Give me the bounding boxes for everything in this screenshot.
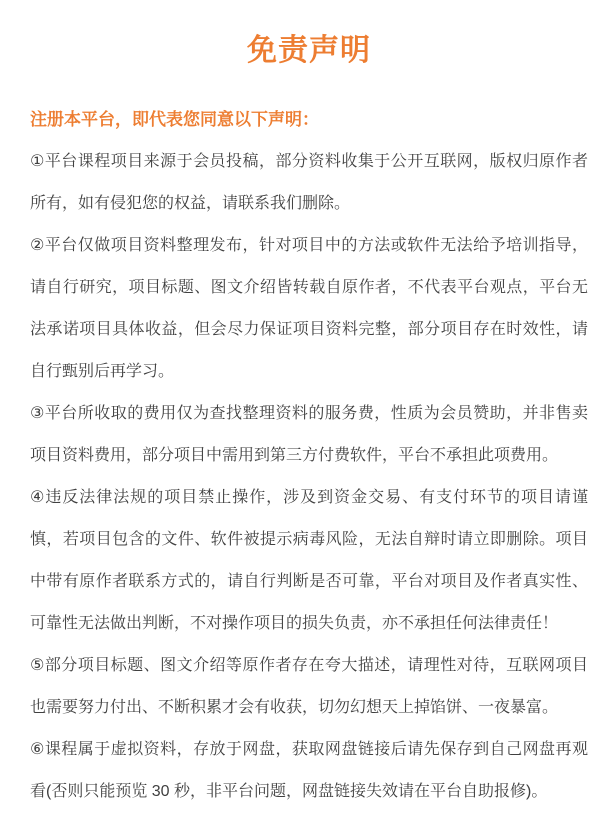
disclaimer-paragraphs: [30, 141, 588, 813]
disclaimer-paragraph-1: ①平台课程项目来源于会员投稿，部分资料收集于公开互联网，版权归原作者所有，如有侵犯您的权益，请联系我们删除。: [30, 153, 588, 212]
intro-statement: 注册本平台，即代表您同意以下声明：: [30, 110, 319, 129]
disclaimer-paragraph-3: ③平台所收取的费用仅为查找整理资料的服务费，性质为会员赞助，并非售卖项目资料费用，部分项目中需用到第三方付费软件，平台不承担此项费用。: [30, 405, 588, 464]
disclaimer-paragraph-4: ④违反法律法规的项目禁止操作，涉及到资金交易、有支付环节的项目请谨慎，若项目包含的文件、软件被提示病毒风险，无法自辩时请立即删除。项目中带有原作者联系方式的，请自行判断是否可靠，平台对项目及作者真实性、可靠性无法做出判断，不对操作项目的损失负责，亦不承担任何法律责任！: [30, 489, 588, 632]
disclaimer-paragraph-5: ⑤部分项目标题、图文介绍等原作者存在夸大描述，请理性对待，互联网项目也需要努力付出、不断积累才会有收获，切勿幻想天上掉馅饼、一夜暴富。: [30, 657, 588, 716]
disclaimer-paragraph-6: ⑥课程属于虚拟资料，存放于网盘，获取网盘链接后请先保存到自己网盘再观看(否则只能预览 30 秒，非平台问题，网盘链接失效请在平台自助报修)。: [30, 741, 588, 800]
page-title: 免责声明: [247, 34, 371, 67]
disclaimer-paragraph-2: ②平台仅做项目资料整理发布，针对项目中的方法或软件无法给予培训指导，请自行研究，项目标题、图文介绍皆转载自原作者，不代表平台观点，平台无法承诺项目具体收益，但会尽力保证项目资料完整，部分项目存在时效性，请自行甄别后再学习。: [30, 237, 588, 380]
